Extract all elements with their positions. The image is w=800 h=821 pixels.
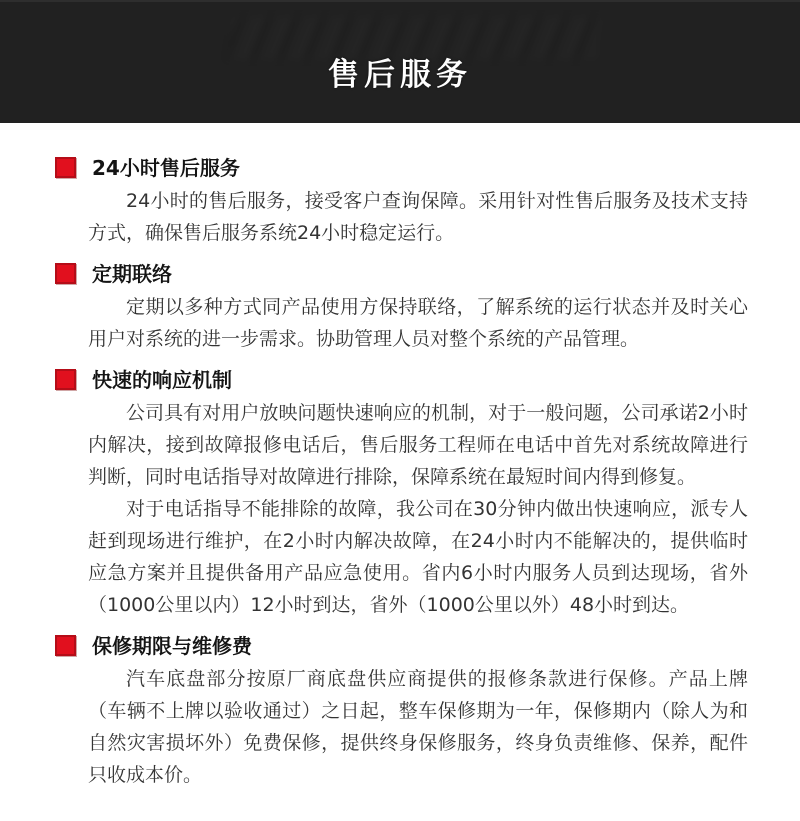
content	[0, 123, 800, 821]
section-regular-contact	[55, 262, 748, 355]
section-heading: 快速的响应机制	[92, 368, 232, 392]
section-paragraph: 公司具有对用户放映问题快速响应的机制，对于一般问题，公司承诺2小时内解决，接到故障报修电话后，售后服务工程师在电话中首先对系统故障进行判断，同时电话指导对故障进行排除，保障系统在最短时间内得到修复。	[88, 402, 748, 488]
section-heading: 定期联络	[92, 262, 172, 286]
section-heading: 24小时售后服务	[92, 156, 240, 180]
red-square-bullet-icon	[55, 263, 76, 284]
red-square-bullet-icon	[55, 157, 76, 178]
section-heading-row	[55, 634, 748, 658]
page-title: 售后服务	[328, 57, 472, 93]
section-paragraph: 定期以多种方式同产品使用方保持联络，了解系统的运行状态并及时关心用户对系统的进一步需求。协助管理人员对整个系统的产品管理。	[88, 296, 748, 350]
section-heading: 保修期限与维修费	[92, 634, 252, 658]
section-heading-row	[55, 368, 748, 392]
section-heading-row	[55, 262, 748, 286]
section-warranty-fees	[55, 634, 748, 791]
header-banner	[0, 0, 800, 123]
section-paragraph: 汽车底盘部分按原厂商底盘供应商提供的报修条款进行保修。产品上牌（车辆不上牌以验收通过）之日起，整车保修期为一年，保修期内（除人为和自然灾害损坏外）免费保修，提供终身保修服务，终身负责维修、保养，配件只收成本价。	[88, 668, 748, 786]
section-heading-row	[55, 156, 748, 180]
red-square-bullet-icon	[55, 635, 76, 656]
section-fast-response	[55, 368, 748, 621]
section-24h-after-sales	[55, 156, 748, 249]
red-square-bullet-icon	[55, 369, 76, 390]
section-paragraph: 24小时的售后服务，接受客户查询保障。采用针对性售后服务及技术支持方式，确保售后服务系统24小时稳定运行。	[88, 190, 748, 244]
section-paragraph: 对于电话指导不能排除的故障，我公司在30分钟内做出快速响应，派专人赶到现场进行维护，在2小时内解决故障，在24小时内不能解决的，提供临时应急方案并且提供备用产品应急使用。省内6小时内服务人员到达现场，省外（1000公里以内）12小时到达，省外（1000公里以外）48小时到达。	[88, 498, 748, 616]
